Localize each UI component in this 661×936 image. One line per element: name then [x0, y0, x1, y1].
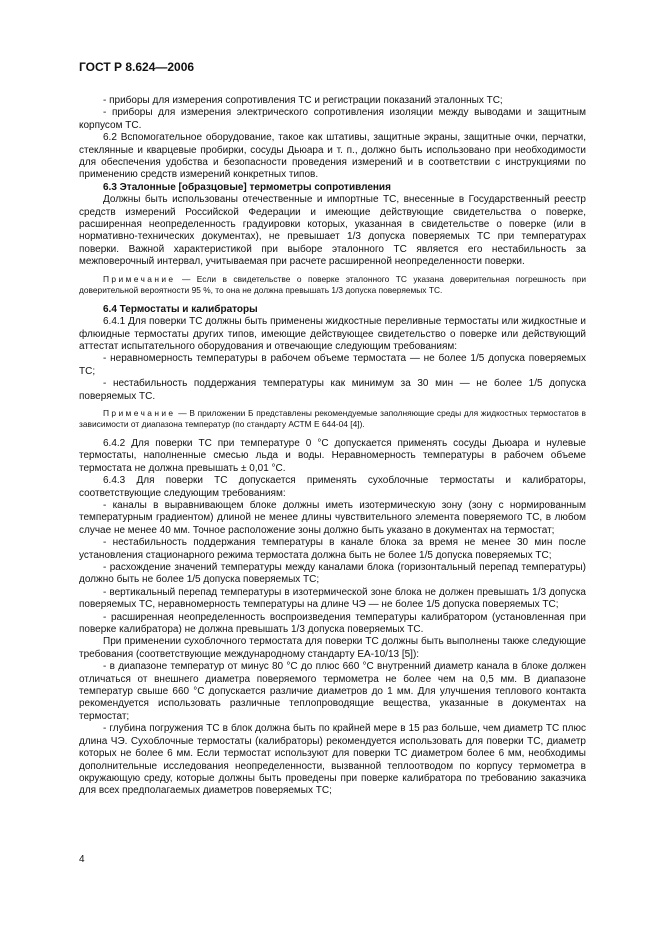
paragraph: - приборы для измерения сопротивления ТС и регистрации показаний эталонных ТС; — [103, 95, 503, 106]
note-text: — Если в свидетельстве о поверке эталонного ТС указана доверительная погрешность при доверительной вероятности 95 %, то она не должна превышать 1/3 допуска поверяемых ТС. — [79, 273, 587, 295]
note — [79, 274, 586, 296]
paragraph: - расширенная неопределенность воспроизведения температуры калибратором (установленная при поверке калибратора) не должна превышать 1/3 допуска поверяемых ТС. — [79, 611, 586, 636]
paragraph: - каналы в выравнивающем блоке должны иметь изотермическую зону (зону с нормированным температурным градиентом) длиной не менее длины чувствительного элемента поверяемого ТС, в любом случае не менее 40 мм. Точное расположение зоны должно быть указано в документах на термостат; — [79, 499, 586, 536]
paragraph: 6.4.1 Для поверки ТС должны быть применены жидкостные переливные термостаты или жидкостные и флюидные термостаты других типов, имеющие действующее свидетельство о поверке или действующий аттестат испытательного оборудования и отвечающие следующим требованиям: — [79, 316, 586, 352]
note-label: Примечание — [103, 407, 176, 418]
note — [79, 408, 586, 430]
document-body — [79, 95, 586, 798]
paragraph: - глубина погружения ТС в блок должна быть по крайней мере в 15 раз больше, чем диаметр ТС плюс длина ЧЭ. Сухоблочные термостаты (калибраторы) рекомендуется использовать для поверки ТС, диаметр которых не более 6 мм. Если термостат используют для поверки ТС диаметром более 6 мм, необходимы дополнительные исследования неопределенности, вызванной теплоотводом по корпусу термометра в окружающую среду, которые должны быть проведены при поверке калибратора по требованию заказчика для всех предполагаемых диаметров поверяемых ТС; — [79, 723, 586, 797]
note-label: Примечание — [103, 273, 176, 284]
paragraph: - неравномерность температуры в рабочем объеме термостата — не более 1/5 допуска поверяемых ТС; — [79, 353, 586, 377]
paragraph: Должны быть использованы отечественные и импортные ТС, внесенные в Государственный реестр средств измерений Российской Федерации и имеющие действующие свидетельства о поверке, расширенная неопределенность градуировки которых, указанная в свидетельстве о поверке (или в нормативно-технических документах), не превышает 1/3 допуска поверяемых ТС при температурах поверки. Важной характеристикой при выборе эталонного ТС является его нестабильность за межповерочный интервал, учитываемая при расчете расширенной неопределенности поверки. — [79, 194, 586, 268]
paragraph: - вертикальный перепад температуры в изотермической зоне блока не должен превышать 1/3 допуска поверяемых ТС, неравномерность температуры на длине ЧЭ — не более 1/5 допуска поверяемых ТС; — [79, 586, 586, 611]
paragraph: - нестабильность поддержания температуры как минимум за 30 мин — не более 1/5 допуска поверяемых ТС. — [79, 378, 586, 402]
paragraph: - приборы для измерения электрического сопротивления изоляции между выводами и защитным корпусом ТС. — [79, 107, 586, 131]
paragraph: 6.2 Вспомогательное оборудование, такое как штативы, защитные экраны, защитные очки, перчатки, стеклянные и кварцевые пробирки, сосуды Дьюара и т. п., должно быть использовано при необходимости для обеспечения удобства и безопасности проведения измерений и в соответствии с инструкциями по применению средств измерений конкретных типов. — [79, 132, 586, 181]
section-heading-6-3: 6.3 Эталонные [образцовые] термометры сопротивления — [103, 181, 391, 193]
note-text: — В приложении Б представлены рекомендуемые заполняющие среды для жидкостных термостатов в зависимости от диапазона температур (по стандарту АСТМ Е 644-04 [4]). — [79, 407, 586, 429]
paragraph: При применении сухоблочного термостата для поверки ТС должны быть выполнены также следующие требования (соответствующие международному стандарту ЕА-10/13 [5]): — [79, 636, 586, 660]
paragraph: - нестабильность поддержания температуры в канале блока за время не менее 30 мин после установления стационарного режима термостата должна быть не более 1/5 допуска поверяемых ТС; — [79, 537, 586, 561]
paragraph: - в диапазоне температур от минус 80 °С до плюс 660 °С внутренний диаметр канала в блоке должен отличаться от внешнего диаметра поверяемого термометра не более чем на 0,5 мм. В диапазоне температур свыше 660 °С допускается различие диаметров до 1 мм. Для улучшения теплового контакта рекомендуется использовать различные теплопроводящие вещества, указанные в документах на термостат; — [79, 661, 586, 722]
paragraph: 6.4.3 Для поверки ТС допускается применять сухоблочные термостаты и калибраторы, соответствующие следующим требованиям: — [79, 475, 586, 499]
page-number: 4 — [79, 854, 85, 865]
paragraph: - расхождение значений температуры между каналами блока (горизонтальный перепад температуры) должно быть не более 1/5 допуска поверяемых ТС; — [79, 562, 586, 586]
page-header: ГОСТ Р 8.624—2006 — [79, 60, 195, 74]
section-heading-6-4: 6.4 Термостаты и калибраторы — [103, 303, 258, 315]
paragraph: 6.4.2 Для поверки ТС при температуре 0 °С допускается применять сосуды Дьюара и нулевые термостаты, наполненные смесью льда и воды. Неравномерность температуры в рабочем объеме термостата не должна превышать ± 0,01 °С. — [79, 437, 586, 474]
